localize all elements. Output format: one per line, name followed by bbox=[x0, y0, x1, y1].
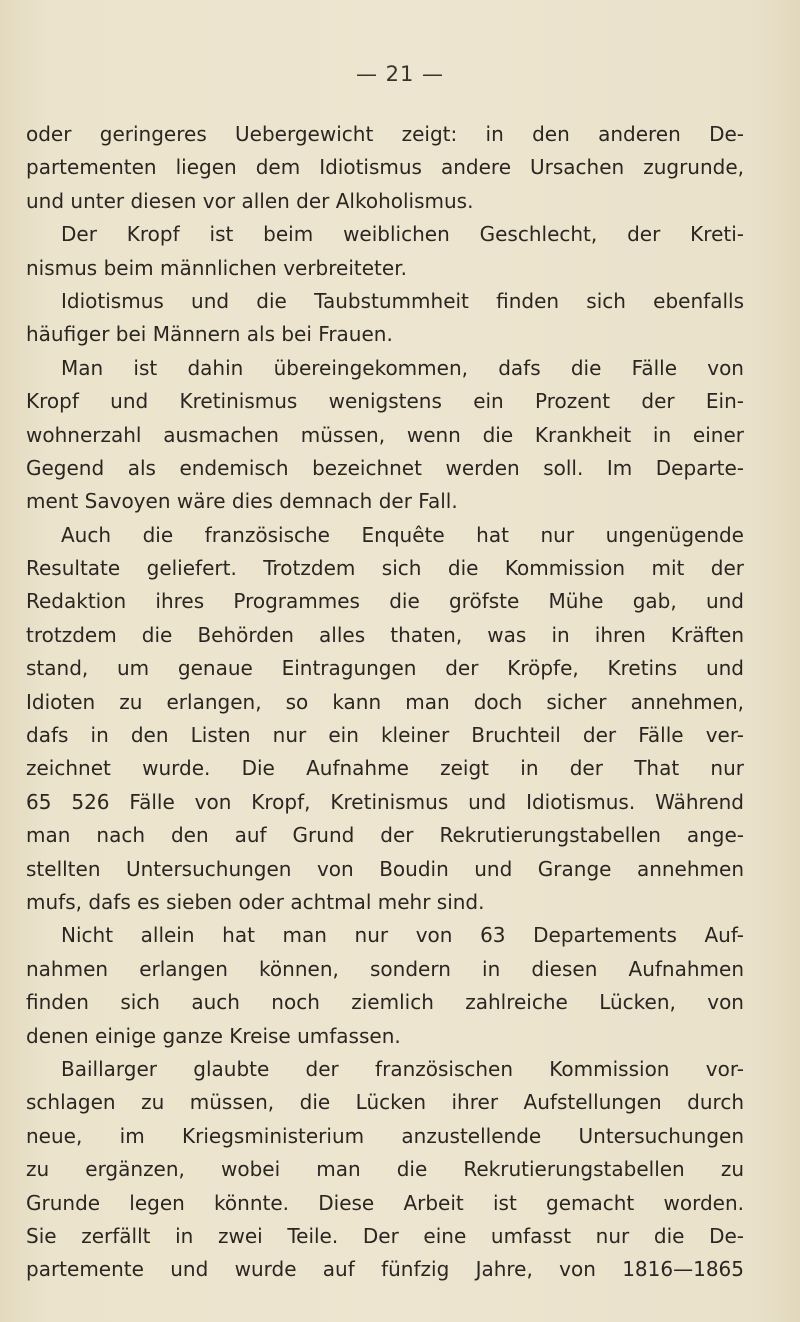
text-line: stellten Untersuchungen von Boudin und Grange annehmen bbox=[26, 856, 744, 881]
text-line: Der Kropf ist beim weiblichen Geschlecht, der Kreti- bbox=[61, 222, 744, 247]
text-line: Grunde legen könnte. Diese Arbeit ist gemacht worden. bbox=[26, 1190, 744, 1215]
text-line: man nach den auf Grund der Rekrutierungstabellen ange- bbox=[26, 823, 744, 848]
text-line: ment Savoyen wäre dies demnach der Fall. bbox=[26, 489, 458, 514]
text-line: finden sich auch noch ziemlich zahlreiche Lücken, von bbox=[26, 990, 744, 1015]
text-line: Nicht allein hat man nur von 63 Departements Auf- bbox=[61, 923, 744, 948]
text-line: 65 526 Fälle von Kropf, Kretinismus und Idiotismus. Während bbox=[26, 789, 744, 814]
text-line: dafs in den Listen nur ein kleiner Bruchteil der Fälle ver- bbox=[26, 723, 744, 748]
text-line: Baillarger glaubte der französischen Kommission vor- bbox=[61, 1056, 744, 1081]
text-line: Resultate geliefert. Trotzdem sich die Kommission mit der bbox=[26, 556, 744, 581]
text-line: und unter diesen vor allen der Alkoholismus. bbox=[26, 188, 474, 213]
text-line: Kropf und Kretinismus wenigstens ein Prozent der Ein- bbox=[26, 389, 744, 414]
text-line: wohnerzahl ausmachen müssen, wenn die Krankheit in einer bbox=[26, 422, 744, 447]
page-number: — 21 — bbox=[355, 62, 445, 86]
text-line: zeichnet wurde. Die Aufnahme zeigt in der That nur bbox=[26, 756, 744, 781]
text-line: Redaktion ihres Programmes die gröfste Mühe gab, und bbox=[26, 589, 744, 614]
text-line: nahmen erlangen können, sondern in diesen Aufnahmen bbox=[26, 956, 744, 981]
text-line: partementen liegen dem Idiotismus andere Ursachen zugrunde, bbox=[26, 155, 744, 180]
text-line: oder geringeres Uebergewicht zeigt: in den anderen De- bbox=[26, 122, 744, 146]
text-line: nismus beim männlichen verbreiteter. bbox=[26, 255, 407, 280]
body-text bbox=[26, 118, 744, 1287]
text-line: häufiger bei Männern als bei Frauen. bbox=[26, 322, 393, 347]
text-line: zu ergänzen, wobei man die Rekrutierungstabellen zu bbox=[26, 1157, 744, 1182]
text-line: denen einige ganze Kreise umfassen. bbox=[26, 1023, 401, 1048]
text-line: Sie zerfällt in zwei Teile. Der eine umfasst nur die De- bbox=[26, 1223, 744, 1248]
text-line: mufs, dafs es sieben oder achtmal mehr sind. bbox=[26, 889, 485, 914]
text-line: Idiotismus und die Taubstummheit finden sich ebenfalls bbox=[61, 288, 744, 313]
text-line: neue, im Kriegsministerium anzustellende Untersuchungen bbox=[26, 1123, 744, 1148]
text-line: Man ist dahin übereingekommen, dafs die Fälle von bbox=[61, 355, 744, 380]
text-line: schlagen zu müssen, die Lücken ihrer Aufstellungen durch bbox=[26, 1090, 744, 1115]
text-line: Gegend als endemisch bezeichnet werden soll. Im Departe- bbox=[26, 455, 744, 480]
text-line: trotzdem die Behörden alles thaten, was in ihren Kräften bbox=[26, 622, 744, 647]
text-line: Auch die französische Enquête hat nur ungenügende bbox=[61, 522, 744, 547]
text-line: stand, um genaue Eintragungen der Kröpfe, Kretins und bbox=[26, 656, 744, 681]
text-line: Idioten zu erlangen, so kann man doch sicher annehmen, bbox=[26, 689, 744, 714]
text-line: partemente und wurde auf fünfzig Jahre, von 1816—1865 bbox=[26, 1257, 744, 1282]
